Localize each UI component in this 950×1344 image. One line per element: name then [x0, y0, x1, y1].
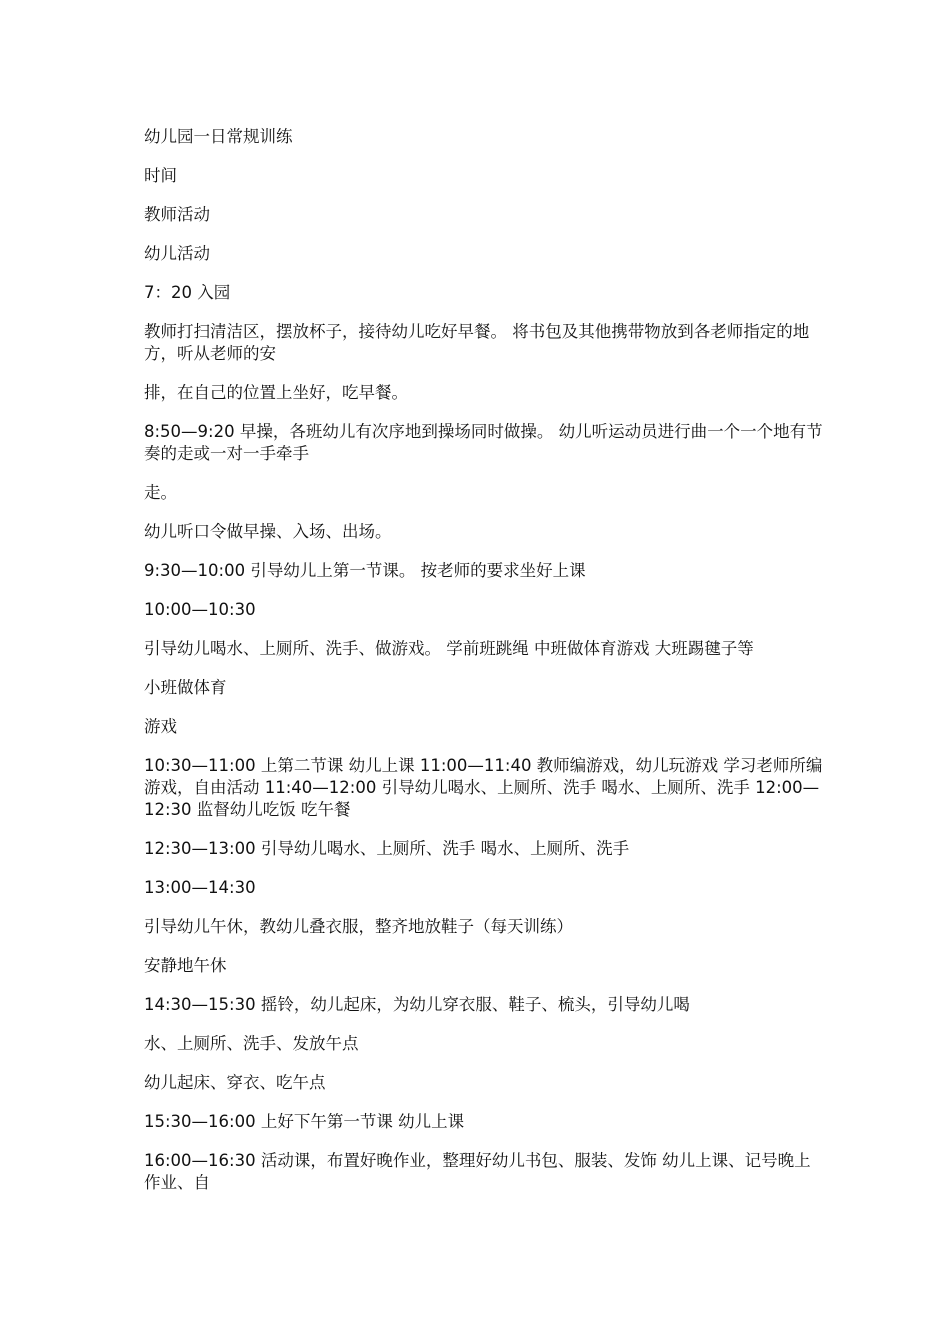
paragraph: 幼儿听口令做早操、入场、出场。: [144, 522, 392, 541]
paragraph: 游戏: [144, 717, 177, 736]
document-title: 幼儿园一日常规训练: [144, 127, 293, 146]
paragraph: 安静地午休: [144, 956, 227, 975]
paragraph: 14:30—15:30 摇铃，幼儿起床，为幼儿穿衣服、鞋子、梳头，引导幼儿喝: [144, 995, 690, 1014]
paragraph: 水、上厕所、洗手、发放午点: [144, 1034, 359, 1053]
paragraph: 教师打扫清洁区，摆放杯子，接待幼儿吃好早餐。 将书包及其他携带物放到各老师指定的地方，听从老师的安: [144, 322, 810, 363]
paragraph: 9:30—10:00 引导幼儿上第一节课。 按老师的要求坐好上课: [144, 561, 586, 580]
paragraph: 7：20 入园: [144, 283, 231, 302]
paragraph: 10:00—10:30: [144, 600, 256, 619]
paragraph: 幼儿活动: [144, 244, 210, 263]
paragraph: 小班做体育: [144, 678, 227, 697]
paragraph: 时间: [144, 166, 177, 185]
paragraph: 幼儿起床、穿衣、吃午点: [144, 1073, 326, 1092]
paragraph: 10:30—11:00 上第二节课 幼儿上课 11:00—11:40 教师编游戏，幼儿玩游戏 学习老师所编游戏，自由活动 11:40—12:00 引导幼儿喝水、上厕所、洗手 喝水、上厕所、洗手 12:00—12:30 监督幼儿吃饭 吃午餐: [144, 756, 823, 819]
document-body: [144, 126, 824, 1211]
paragraph: 引导幼儿喝水、上厕所、洗手、做游戏。 学前班跳绳 中班做体育游戏 大班踢毽子等: [144, 639, 754, 658]
paragraph: 走。: [144, 483, 177, 502]
paragraph: 12:30—13:00 引导幼儿喝水、上厕所、洗手 喝水、上厕所、洗手: [144, 839, 630, 858]
paragraph: 13:00—14:30: [144, 878, 256, 897]
paragraph: 引导幼儿午休，教幼儿叠衣服，整齐地放鞋子（每天训练）: [144, 917, 573, 936]
paragraph: 16:00—16:30 活动课，布置好晚作业，整理好幼儿书包、服装、发饰 幼儿上课、记号晚上作业、自: [144, 1151, 811, 1192]
paragraph: 15:30—16:00 上好下午第一节课 幼儿上课: [144, 1112, 465, 1131]
paragraph: 8:50—9:20 早操，各班幼儿有次序地到操场同时做操。 幼儿听运动员进行曲一个一个地有节奏的走或一对一手牵手: [144, 422, 823, 463]
paragraph: 排，在自己的位置上坐好，吃早餐。: [144, 383, 408, 402]
paragraph: 教师活动: [144, 205, 210, 224]
